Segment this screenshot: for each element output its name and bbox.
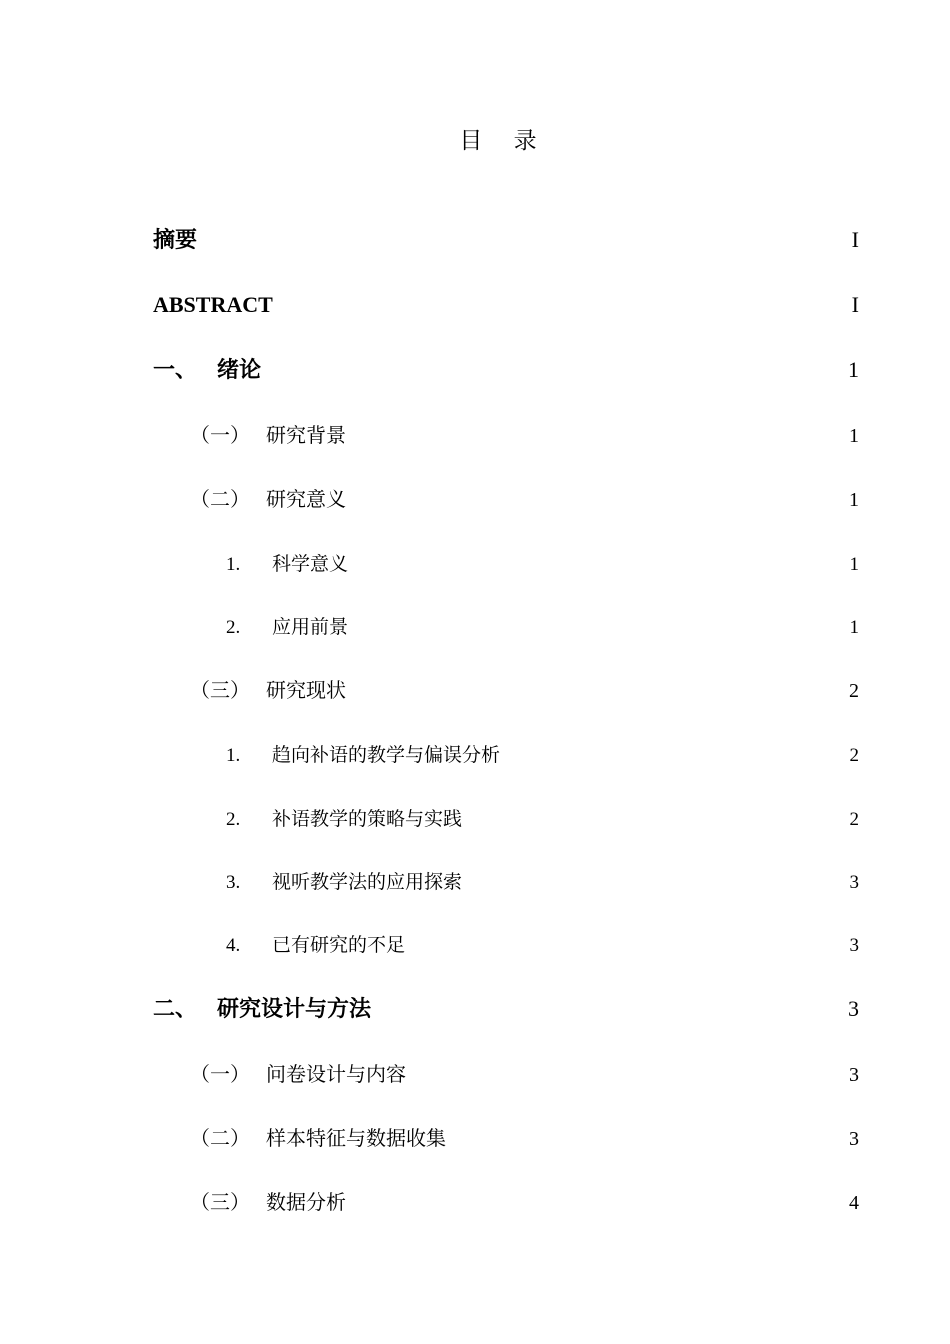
toc-leader-dots: [347, 696, 848, 697]
toc-entry-marker: （三）: [190, 678, 250, 702]
toc-entry-label: 研究现状: [266, 678, 346, 702]
toc-entry-marker: 一、: [153, 358, 198, 383]
toc-entry-subsection-1-3-1[interactable]: [226, 739, 859, 771]
toc-page-number: 3: [849, 935, 859, 956]
toc-leader-dots: [347, 1208, 848, 1209]
toc-page-number: 3: [849, 1064, 859, 1086]
toc-leader-dots: [349, 569, 848, 570]
toc-entry-abstract-cn[interactable]: [153, 224, 859, 256]
toc-leader-dots: [347, 505, 848, 506]
toc-entry-section-1-2[interactable]: [190, 483, 859, 515]
toc-entry-subsection-1-3-3[interactable]: [226, 866, 859, 898]
toc-entry-marker: 2.: [226, 617, 241, 638]
toc-leader-dots: [463, 887, 848, 888]
toc-entry-subsection-1-3-2[interactable]: [226, 803, 859, 835]
toc-entry-label: ABSTRACT: [153, 292, 273, 317]
toc-entry-marker: 1.: [226, 554, 241, 575]
toc-entry-marker: 3.: [226, 872, 241, 893]
toc-entry-marker: 2.: [226, 809, 241, 830]
toc-entry-chapter-2[interactable]: [153, 993, 859, 1025]
toc-page-number: 1: [849, 425, 859, 447]
toc-entry-marker: （二）: [190, 487, 250, 511]
toc-page-number: I: [851, 227, 859, 252]
toc-entry-label: 问卷设计与内容: [266, 1062, 406, 1086]
toc-page-number: I: [851, 292, 859, 317]
toc-entry-section-2-1[interactable]: [190, 1058, 859, 1090]
toc-entry-marker: （一）: [190, 423, 250, 447]
toc-entry-label: 已有研究的不足: [272, 934, 406, 956]
toc-leader-dots: [262, 376, 847, 377]
toc-entry-marker: 1.: [226, 745, 241, 766]
toc-page-number: 1: [848, 357, 859, 382]
toc-entry-chapter-1[interactable]: [153, 354, 859, 386]
toc-leader-dots: [274, 311, 851, 312]
toc-entry-label: 研究背景: [266, 423, 346, 447]
toc-leader-dots: [407, 1080, 848, 1081]
toc-entry-section-1-1[interactable]: [190, 419, 859, 451]
toc-entry-label: 科学意义: [272, 553, 349, 575]
toc-entry-section-1-3[interactable]: [190, 674, 859, 706]
toc-entry-subsection-1-2-2[interactable]: [226, 611, 859, 643]
toc-entry-marker: （一）: [190, 1062, 250, 1086]
toc-entry-marker: （二）: [190, 1126, 250, 1150]
toc-entry-marker: 二、: [153, 997, 198, 1022]
toc-leader-dots: [347, 441, 848, 442]
toc-entry-abstract-en[interactable]: [153, 289, 859, 321]
toc-entry-label: 研究设计与方法: [217, 997, 372, 1022]
toc-leader-dots: [501, 760, 848, 761]
toc-page-number: 1: [849, 554, 859, 575]
toc-page-number: 1: [849, 617, 859, 638]
toc-entry-label: 绪论: [217, 358, 262, 383]
toc-page-number: 4: [849, 1192, 859, 1214]
toc-entry-marker: 4.: [226, 935, 241, 956]
toc-entry-label: 数据分析: [266, 1190, 346, 1214]
toc-leader-dots: [372, 1015, 847, 1016]
toc-entry-label: 应用前景: [272, 616, 349, 638]
toc-page-number: 1: [849, 489, 859, 511]
toc-entry-marker: （三）: [190, 1190, 250, 1214]
toc-page-number: 2: [849, 809, 859, 830]
toc-leader-dots: [447, 1144, 848, 1145]
toc-entry-section-2-3[interactable]: [190, 1186, 859, 1218]
toc-entry-label: 研究意义: [266, 487, 346, 511]
toc-page-number: 2: [849, 745, 859, 766]
toc-entry-section-2-2[interactable]: [190, 1122, 859, 1154]
page-title: 目 录: [459, 128, 549, 154]
toc-leader-dots: [198, 246, 851, 247]
toc-leader-dots: [349, 632, 848, 633]
toc-page-number: 2: [849, 680, 859, 702]
toc-page-number: 3: [849, 872, 859, 893]
toc-entry-label: 视听教学法的应用探索: [272, 871, 463, 893]
toc-entry-label: 摘要: [153, 228, 198, 253]
toc-entry-subsection-1-2-1[interactable]: [226, 548, 859, 580]
toc-entry-label: 趋向补语的教学与偏误分析: [272, 744, 501, 766]
toc-page-number: 3: [848, 996, 859, 1021]
toc-entry-label: 样本特征与数据收集: [266, 1126, 446, 1150]
toc-page-number: 3: [849, 1128, 859, 1150]
toc-leader-dots: [463, 824, 848, 825]
toc-entry-label: 补语教学的策略与实践: [272, 808, 463, 830]
toc-entry-subsection-1-3-4[interactable]: [226, 929, 859, 961]
toc-leader-dots: [406, 950, 848, 951]
